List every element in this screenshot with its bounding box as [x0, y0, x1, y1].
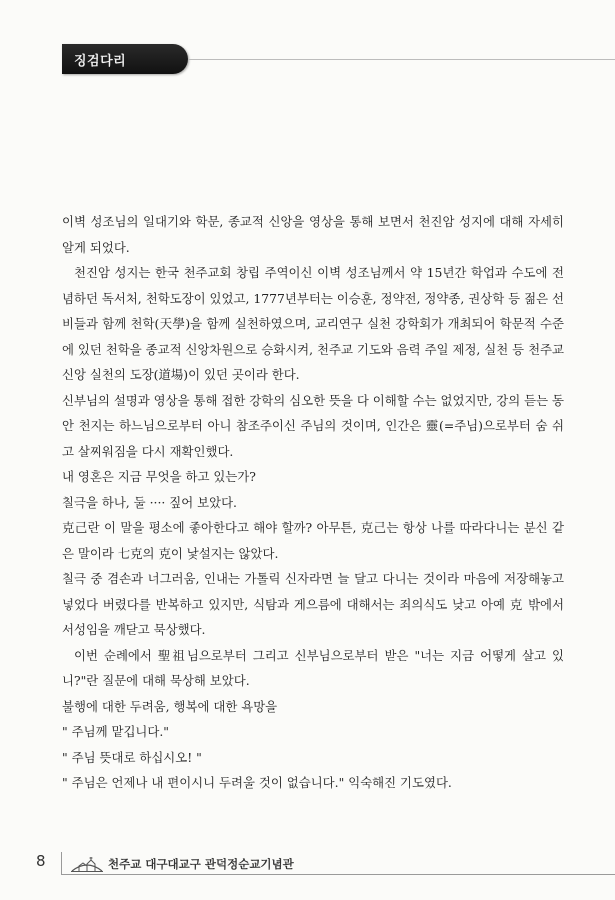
paragraph: 칠극을 하나, 둘 ···· 짚어 보았다.	[62, 494, 237, 510]
section-tab-label: 징검다리	[74, 54, 127, 69]
prayer-line: " 주님은 언제나 내 편이시니 두려울 것이 없습니다." 익숙해진 기도였다.	[62, 775, 452, 790]
footer-divider-vertical	[61, 852, 62, 874]
prayer-line: " 주님 뜻대로 하십시오! "	[62, 749, 202, 765]
section-tab	[62, 44, 188, 74]
header-rule	[188, 59, 615, 60]
paragraph: 克己란 이 말을 평소에 좋아한다고 해야 할까? 아무튼, 克己는 항상 나를 따라다니는 분신 같은 말이라 七克의 克이 낯설지는 않았다.	[62, 520, 564, 561]
footer-divider-horizontal	[61, 874, 615, 875]
paragraph: 내 영혼은 지금 무엇을 하고 있는가?	[62, 469, 256, 484]
paragraph: 천진암 성지는 한국 천주교회 창립 주역이신 이벽 성조님께서 약 15년간 학업과 수도에 전념하던 독서처, 천학도장이 있었고, 1777년부터는 이승훈, 정약전, 정약종, 권상학 등 젊은 선비들과 함께 천학(天學)을 함께 실천하였으며, 교리연구 실천 강학회가 개최되어 학문적 수준에 있던 천학을 종교적 신앙차원으로 승화시켜, 천주교 기도와 음력 주일 제정, 실천 등 천주교 신앙 실천의 도장(道場)이 있던 곳이라 한다.	[62, 265, 564, 382]
paragraph: 이벽 성조님의 일대기와 학문, 종교적 신앙을 영상을 통해 보면서 천진암 성지에 대해 자세히 알게 되었다.	[62, 214, 564, 255]
church-logo-icon	[70, 855, 104, 873]
paragraph: 칠극 중 겸손과 너그러움, 인내는 가톨릭 신자라면 늘 달고 다니는 것이라 마음에 저장해놓고 넣었다 버렸다를 반복하고 있지만, 식탐과 게으름에 대해서는 죄의식도 낮고 아예 克 밖에서 서성임을 깨닫고 묵상했다.	[62, 571, 564, 637]
paragraph: 신부님의 설명과 영상을 통해 접한 강학의 심오한 뜻을 다 이해할 수는 없었지만, 강의 듣는 동안 천지는 하느님으로부터 아니 참조주이신 주님의 것이며, 인간은 靈(=주님)으로부터 숨 쉬고 살찌워짐을 다시 재확인했다.	[62, 392, 564, 459]
article-body	[62, 209, 564, 796]
prayer-line: " 주님께 맡깁니다."	[62, 724, 169, 739]
paragraph: 불행에 대한 두려움, 행복에 대한 욕망을	[62, 698, 278, 714]
footer-title: 천주교 대구대교구 관덕정순교기념관	[108, 857, 294, 871]
page-number: 8	[36, 852, 46, 870]
paragraph: 이번 순례에서 聖祖님으로부터 그리고 신부님으로부터 받은 "너는 지금 어떻게 살고 있니?"란 질문에 대해 묵상해 보았다.	[62, 647, 564, 688]
